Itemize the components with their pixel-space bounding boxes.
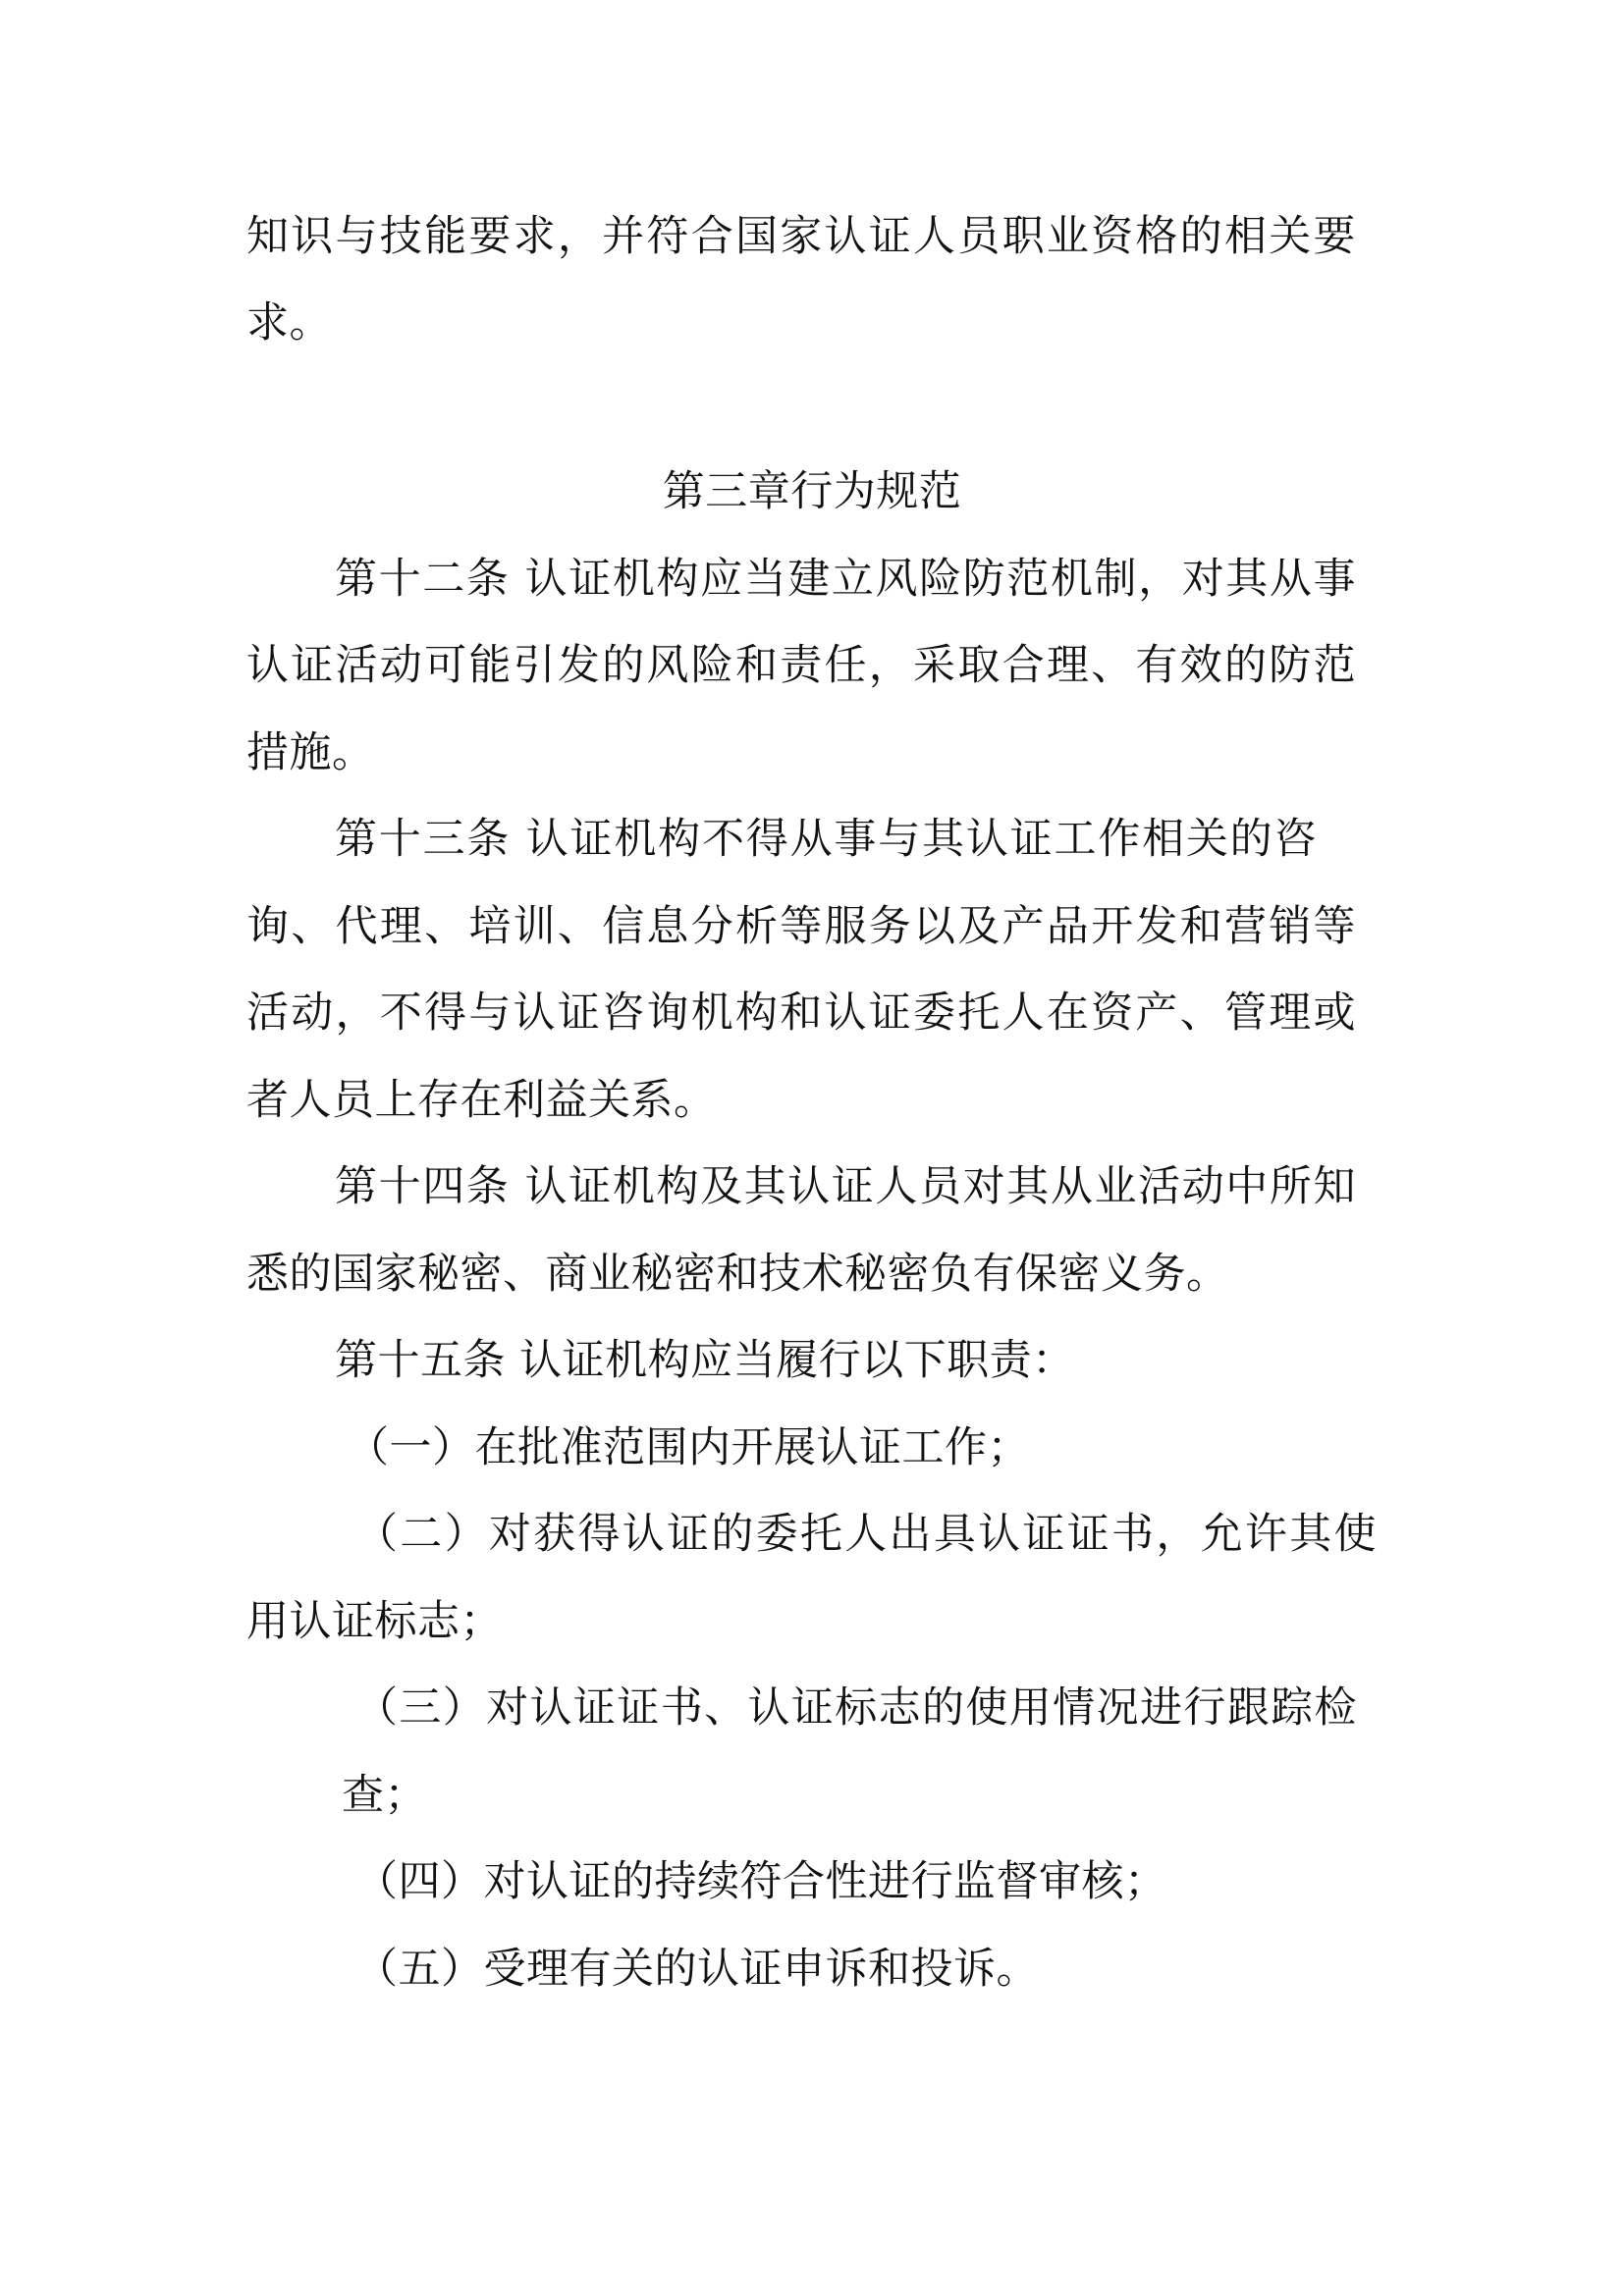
article-13-line-2: 询、代理、培训、信息分析等服务以及产品开发和营销等 [246, 902, 1356, 951]
chapter-title: 第三章行为规范 [662, 467, 962, 516]
article-15-item-2-line-1: （二）对获得认证的委托人出具认证证书，允许其使 [355, 1510, 1377, 1559]
article-12-line-2: 认证活动可能引发的风险和责任，采取合理、有效的防范 [246, 641, 1356, 690]
article-13-line-3: 活动，不得与认证咨询机构和认证委托人在资产、管理或 [246, 988, 1356, 1038]
article-15-item-4: （四）对认证的持续符合性进行监督审核； [355, 1857, 1167, 1906]
article-14-line-2: 悉的国家秘密、商业秘密和技术秘密负有保密义务。 [246, 1250, 1229, 1299]
article-13-line-4: 者人员上存在利益关系。 [246, 1076, 717, 1125]
article-12-line-3: 措施。 [246, 728, 375, 777]
intro-line-1: 知识与技能要求，并符合国家认证人员职业资格的相关要 [246, 212, 1356, 261]
article-15-item-2-line-2: 用认证标志； [246, 1597, 503, 1646]
article-15-item-5: （五）受理有关的认证申诉和投诉。 [355, 1945, 1039, 1994]
article-15-item-1: （一）在批准范围内开展认证工作； [347, 1423, 1030, 1472]
article-12-line-1: 第十二条 认证机构应当建立风险防范机制，对其从事 [335, 555, 1356, 604]
article-15-item-3-line-2: 查； [342, 1771, 427, 1820]
article-15-line-1: 第十五条 认证机构应当履行以下职责： [335, 1336, 1075, 1385]
intro-line-2: 求。 [246, 298, 332, 347]
article-14-line-1: 第十四条 认证机构及其认证人员对其从业活动中所知 [335, 1162, 1356, 1211]
article-15-item-3-line-1: （三）对认证证书、认证标志的使用情况进行跟踪检 [355, 1683, 1357, 1733]
article-13-line-1: 第十三条 认证机构不得从事与其认证工作相关的咨 [335, 815, 1317, 864]
